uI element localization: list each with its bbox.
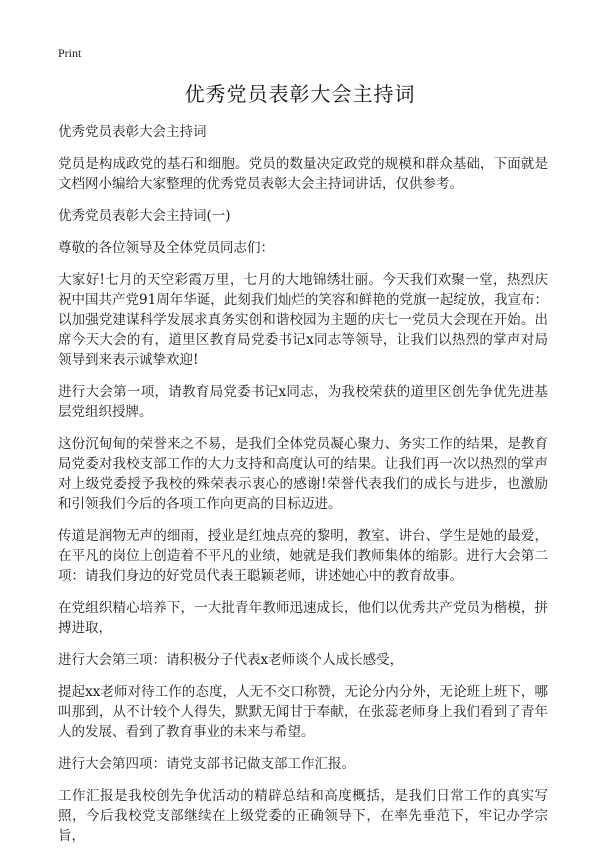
paragraph: 优秀党员表彰大会主持词(一) bbox=[58, 208, 231, 224]
paragraph: 进行大会第四项：请党支部书记做支部工作汇报。 bbox=[58, 756, 355, 772]
print-link[interactable]: Print bbox=[58, 46, 82, 60]
paragraph: 尊敬的各位领导及全体党员同志们： bbox=[58, 240, 274, 256]
paragraph: 工作汇报是我校创先争优活动的精辟总结和高度概括，是我们日常工作的真实写照，今后我校党支部继续在上级党委的正确领导下，在率先垂范下，牢记办学宗旨， bbox=[58, 788, 548, 844]
document-body bbox=[58, 122, 548, 858]
paragraph: 进行大会第三项：请积极分子代表x老师谈个人成长感受， bbox=[58, 652, 404, 668]
paragraph: 这份沉甸甸的荣誉来之不易，是我们全体党员凝心聚力、务实工作的结果，是教育局党委对我校支部工作的大力支持和高度认可的结果。让我们再一次以热烈的掌声对上级党委授予我校的殊荣表示衷心的感谢!荣誉代表我们的成长与进步，也激励和引领我们今后的各项工作向更高的目标迈进。 bbox=[58, 436, 548, 512]
page-title: 优秀党员表彰大会主持词 bbox=[184, 82, 416, 106]
paragraph: 进行大会第一项，请教育局党委书记x同志，为我校荣获的道里区创先争优先进基层党组织授牌。 bbox=[58, 384, 548, 420]
paragraph: 传道是润物无声的细雨，授业是红烛点亮的黎明，教室、讲台、学生是她的最爱，在平凡的岗位上创造着不平凡的业绩，她就是我们教师集体的缩影。进行大会第二项：请我们身边的好党员代表王聪颖老师，讲述她心中的教育故事。 bbox=[58, 528, 548, 584]
paragraph: 大家好!七月的天空彩霞万里，七月的大地锦绣壮丽。今天我们欢聚一堂，热烈庆祝中国共产党91周年华诞，此刻我们灿烂的笑容和鲜艳的党旗一起绽放，我宣布：以加强党建谋科学发展求真务实创和谐校园为主题的庆七一党员大会现在开始。出席今天大会的有，道里区教育局党委书记x同志等领导，让我们以热烈的掌声对局领导到来表示诚挚欢迎! bbox=[58, 272, 548, 368]
paragraph: 在党组织精心培养下，一大批青年教师迅速成长，他们以优秀共产党员为楷模，拼搏进取， bbox=[58, 600, 548, 636]
paragraph: 提起xx老师对待工作的态度，人无不交口称赞，无论分内分外，无论班上班下，哪叫那到，从不计较个人得失，默默无闻甘于奉献，在张蕊老师身上我们看到了青年人的发展、看到了教育事业的未来与希望。 bbox=[58, 684, 548, 740]
paragraph: 优秀党员表彰大会主持词 bbox=[58, 124, 207, 140]
paragraph: 党员是构成政党的基石和细胞。党员的数量决定政党的规模和群众基础，下面就是文档网小编给大家整理的优秀党员表彰大会主持词讲话，仅供参考。 bbox=[58, 156, 548, 192]
